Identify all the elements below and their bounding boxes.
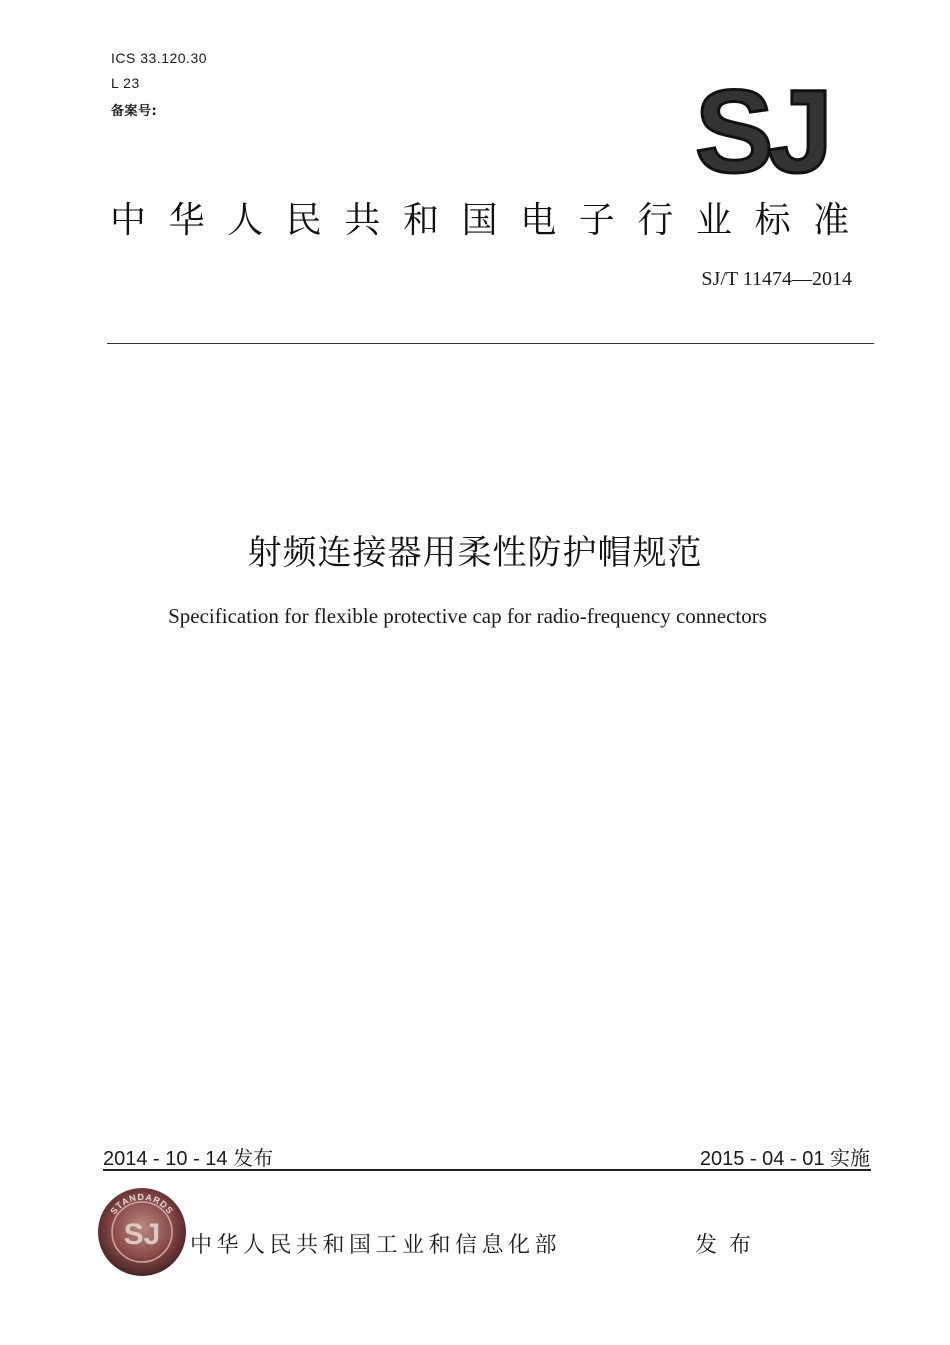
footer-divider: [103, 1169, 871, 1171]
document-title-english: Specification for flexible protective cap for radio-frequency connectors: [168, 604, 767, 628]
ics-code: ICS 33.120.30: [111, 50, 208, 66]
implementation-date: 2015 - 04 - 01 实施: [699, 1148, 870, 1170]
publisher-name: 中华人民共和国工业和信息化部: [190, 1233, 562, 1258]
industry-standard-title: 中华人民共和国电子行业标准: [110, 200, 872, 241]
seal-logo-text: SJ: [123, 1218, 161, 1251]
standard-number: SJ/T 11474—2014: [701, 268, 852, 290]
ministry-seal: [96, 1186, 188, 1278]
header-divider: [107, 343, 874, 344]
sj-logo-text: SJ: [694, 84, 828, 180]
ccs-code: L 23: [111, 75, 140, 91]
seal-arc-text: STANDARDS: [108, 1191, 176, 1217]
issue-date: 2014 - 10 - 14 发布: [103, 1148, 274, 1170]
filing-number-label: 备案号:: [111, 104, 158, 119]
document-title-chinese: 射频连接器用柔性防护帽规范: [247, 533, 703, 573]
sj-logo: [688, 84, 834, 180]
publish-label: 发布: [695, 1233, 764, 1258]
